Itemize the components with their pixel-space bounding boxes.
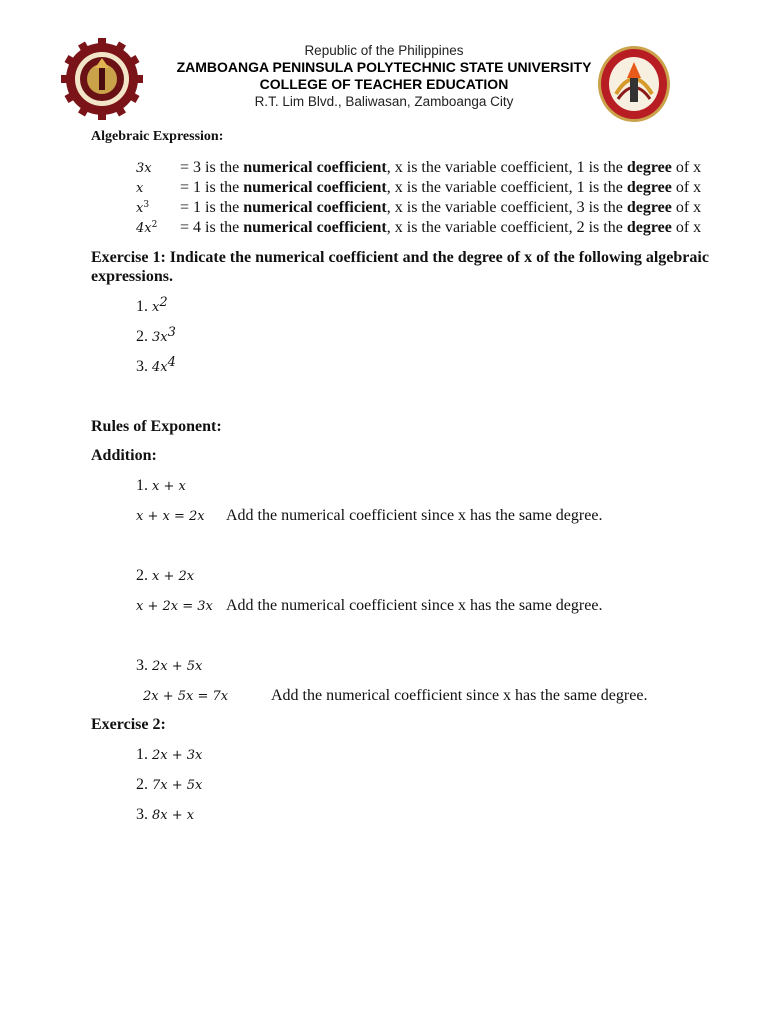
header-university: ZAMBOANGA PENINSULA POLYTECHNIC STATE UNIVERSITY bbox=[176, 59, 592, 75]
expression: 3x bbox=[136, 161, 152, 176]
algebraic-row: x = 1 is the numerical coefficient, x is the variable coefficient, 1 is the degree of x bbox=[136, 179, 702, 196]
header-college: COLLEGE OF TEACHER EDUCATION bbox=[259, 76, 509, 92]
header-address: R.T. Lim Blvd., Baliwasan, Zamboanga City bbox=[254, 94, 514, 109]
letterhead bbox=[0, 42, 768, 110]
algebraic-row: 3x = 3 is the numerical coefficient, x is the variable coefficient, 1 is the degree of x bbox=[136, 159, 702, 176]
rules-heading: Rules of Exponent: bbox=[91, 418, 222, 435]
addition-problem: 1. x + x bbox=[136, 477, 186, 494]
exercise1-heading-cont: expressions. bbox=[91, 268, 173, 285]
exercise2-item: 3. 8x + x bbox=[136, 806, 195, 823]
expression: $4x^2$ bbox=[136, 220, 158, 236]
exercise1-item: 2. $3x^3$ bbox=[136, 325, 176, 345]
exercise1-heading: Exercise 1: Indicate the numerical coefficient and the degree of x of the following algebraic bbox=[91, 249, 709, 266]
addition-problem: 2. x + 2x bbox=[136, 567, 195, 584]
addition-heading: Addition: bbox=[91, 447, 157, 464]
exercise2-item: 1. 2x + 3x bbox=[136, 746, 203, 763]
exercise2-item: 2. 7x + 5x bbox=[136, 776, 203, 793]
addition-solution: x + x = 2x Add the numerical coefficient since x has the same degree. bbox=[136, 507, 603, 524]
exercise1-item: 3. $4x^4$ bbox=[136, 355, 176, 375]
expression: $x^3$ bbox=[136, 200, 150, 216]
addition-solution: x + 2x = 3x Add the numerical coefficient since x has the same degree. bbox=[136, 597, 603, 614]
addition-problem: 3. 2x + 5x bbox=[136, 657, 203, 674]
algebraic-row: $x^3 = 1$ is the numerical coefficient, x is the variable coefficient, 3 is the degree of x bbox=[136, 199, 702, 216]
algebraic-heading: Algebraic Expression: bbox=[91, 129, 224, 144]
addition-solution: 2x + 5x = 7x Add the numerical coefficient since x has the same degree. bbox=[143, 687, 648, 704]
header-republic: Republic of the Philippines bbox=[304, 43, 464, 58]
exercise1-item: 1. $x^2$ bbox=[136, 295, 168, 315]
expression: x bbox=[136, 181, 144, 196]
exercise2-heading: Exercise 2: bbox=[91, 716, 166, 733]
algebraic-row: $4x^2 = 4$ is the numerical coefficient, x is the variable coefficient, 2 is the degree of x bbox=[136, 219, 702, 236]
